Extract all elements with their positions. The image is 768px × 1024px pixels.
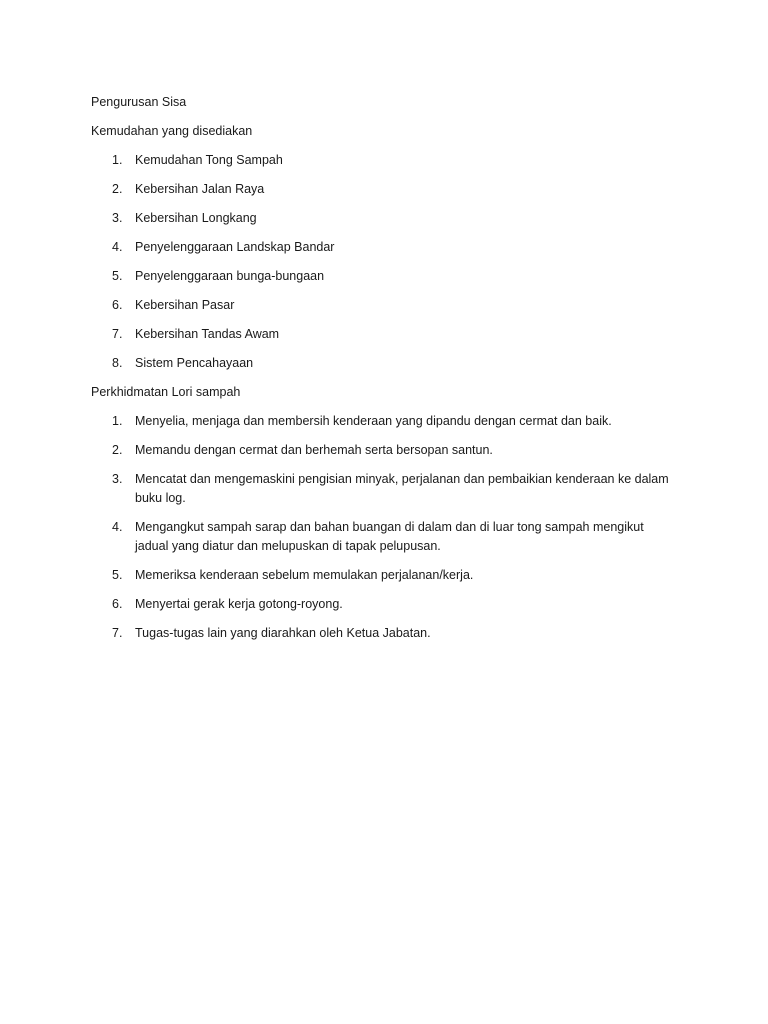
section-heading-facilities: Kemudahan yang disediakan	[91, 124, 253, 138]
list-item	[91, 595, 691, 614]
list-text: Memeriksa kenderaan sebelum memulakan perjalanan/kerja.	[135, 568, 474, 582]
list-item	[91, 441, 691, 460]
list-item	[91, 624, 691, 643]
list-number: 7.	[112, 327, 123, 341]
list-text: Menyertai gerak kerja gotong-royong.	[135, 597, 343, 611]
list-text: Mengangkut sampah sarap dan bahan buangan di dalam dan di luar tong sampah mengikut jadual yang diatur dan melupuskan di tapak pelupusan.	[135, 520, 644, 553]
list-number: 1.	[112, 414, 123, 428]
list-text: Kebersihan Pasar	[135, 298, 235, 312]
list-item	[91, 412, 691, 431]
list-number: 5.	[112, 568, 123, 582]
list-number: 6.	[112, 298, 123, 312]
list-number: 3.	[112, 472, 123, 486]
list-text: Mencatat dan mengemaskini pengisian minyak, perjalanan dan pembaikian kenderaan ke dalam buku log.	[135, 472, 669, 505]
list-text: Kebersihan Tandas Awam	[135, 327, 280, 341]
list-item	[91, 180, 691, 199]
list-number: 1.	[112, 153, 123, 167]
list-number: 4.	[112, 240, 123, 254]
list-text: Kebersihan Longkang	[135, 211, 257, 225]
list-text: Penyelenggaraan Landskap Bandar	[135, 240, 335, 254]
list-number: 7.	[112, 626, 123, 640]
list-number: 4.	[112, 520, 123, 534]
list-text: Tugas-tugas lain yang diarahkan oleh Ketua Jabatan.	[135, 626, 431, 640]
list-item	[91, 566, 691, 585]
facilities-list	[91, 151, 691, 373]
section-heading-lorry-service: Perkhidmatan Lori sampah	[91, 385, 241, 399]
list-item	[91, 151, 691, 170]
list-number: 5.	[112, 269, 123, 283]
list-text: Memandu dengan cermat dan berhemah serta bersopan santun.	[135, 443, 493, 457]
list-text: Kemudahan Tong Sampah	[135, 153, 283, 167]
list-number: 3.	[112, 211, 123, 225]
list-text: Sistem Pencahayaan	[135, 356, 254, 370]
list-number: 2.	[112, 182, 123, 196]
list-item	[91, 325, 691, 344]
document-body	[91, 93, 691, 653]
list-item	[91, 470, 691, 508]
list-item	[91, 354, 691, 373]
list-number: 2.	[112, 443, 123, 457]
list-item	[91, 238, 691, 257]
list-text: Menyelia, menjaga dan membersih kenderaan yang dipandu dengan cermat dan baik.	[135, 414, 612, 428]
list-text: Penyelenggaraan bunga-bungaan	[135, 269, 325, 283]
lorry-duties-list	[91, 412, 691, 643]
list-item	[91, 296, 691, 315]
list-number: 8.	[112, 356, 123, 370]
list-item	[91, 209, 691, 228]
list-item	[91, 518, 691, 556]
list-number: 6.	[112, 597, 123, 611]
list-text: Kebersihan Jalan Raya	[135, 182, 265, 196]
document-title: Pengurusan Sisa	[91, 95, 187, 109]
list-item	[91, 267, 691, 286]
